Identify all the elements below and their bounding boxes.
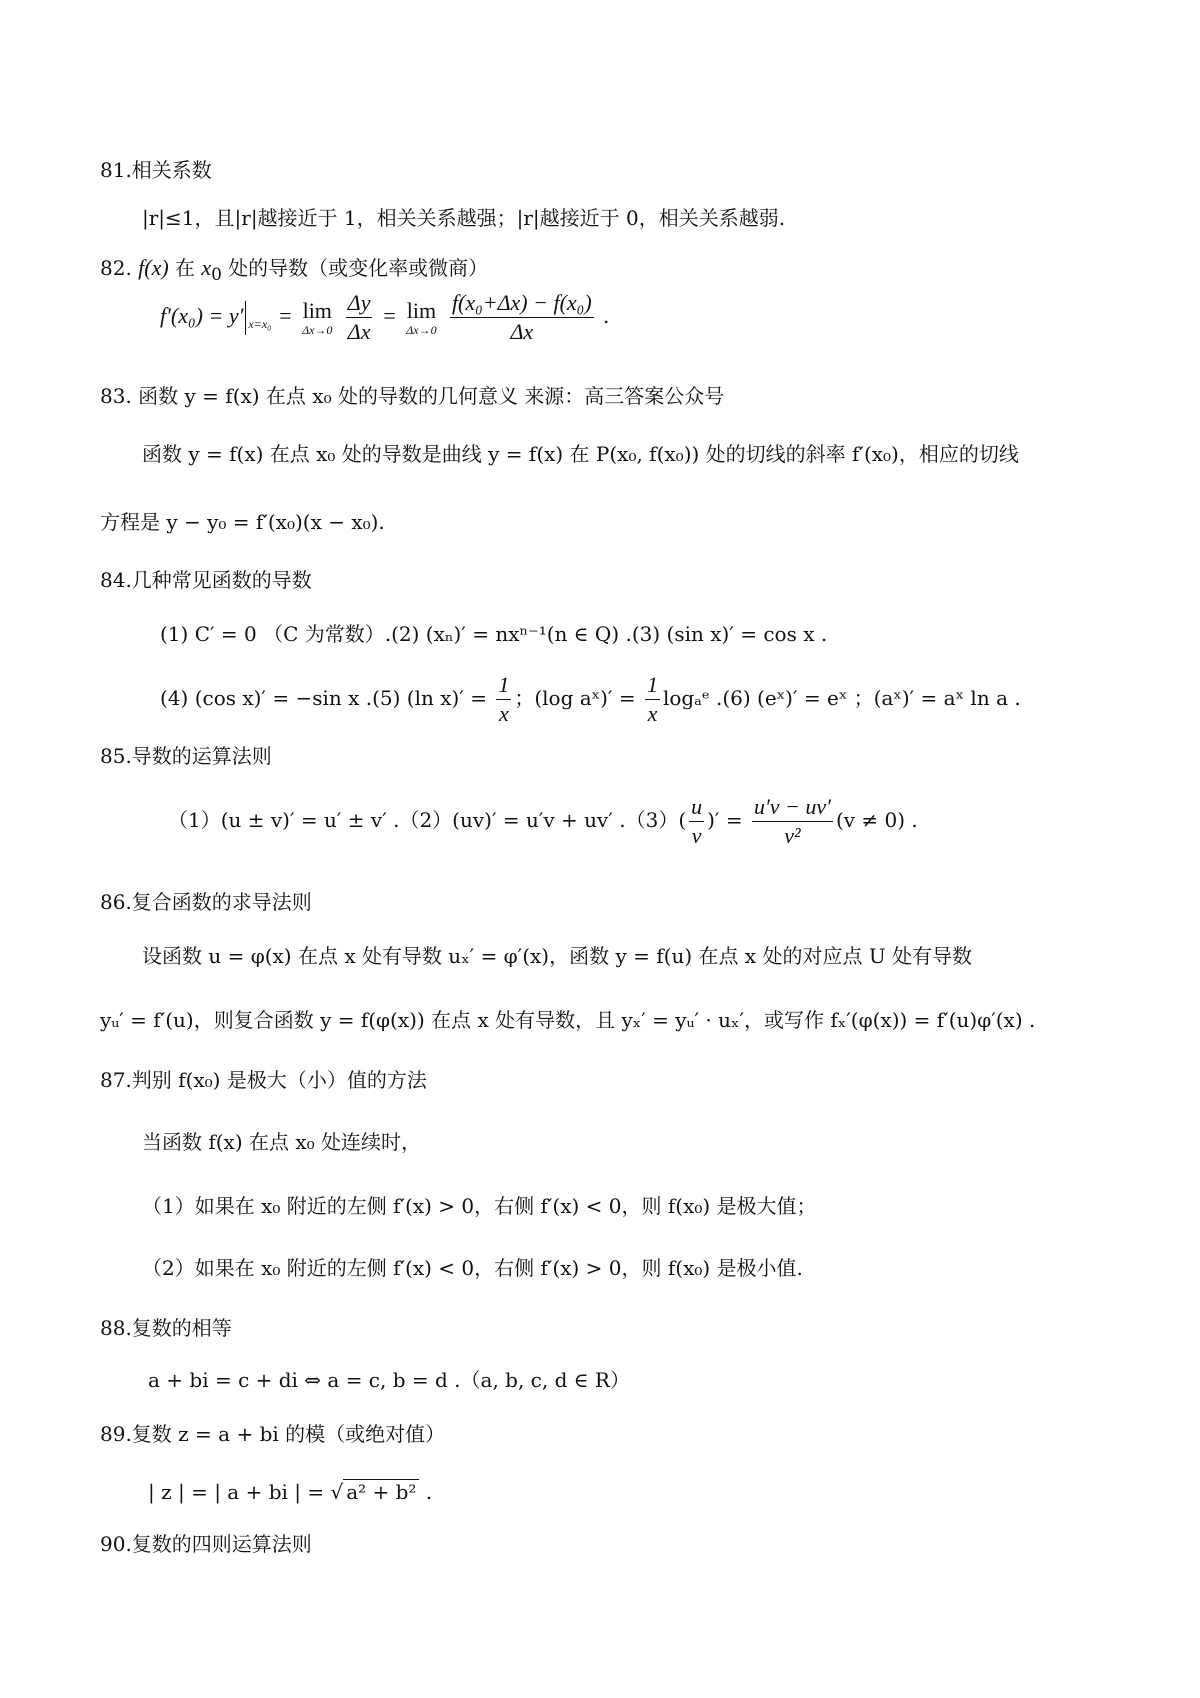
formula-85: （1）(u ± v)′ = u′ ± v′ .（2）(uv)′ = u′v + uv′ .（3）( $\frac{u}{v}$ )′ = $\frac{u'v - uv'}{\text{v²}}$ (v ≠ 0) . (168, 794, 918, 848)
limit-2: lim Δx→0 (406, 297, 437, 337)
formula-84-line1: (1) C′ = 0 （C 为常数）.(2) (xₙ)′ = nxⁿ⁻¹(n ∈ Q) .(3) (sin x)′ = cos x . (160, 622, 828, 646)
body-86-line2: yᵤ′ = f′(u)，则复合函数 y = f(φ(x)) 在点 x 处有导数，且 yₓ′ = yᵤ′ · uₓ′，或写作 fₓ′(φ(x)) = f′(u)φ′(x) . (100, 1008, 1036, 1032)
body-87-line2: （1）如果在 x₀ 附近的左侧 f′(x) > 0，右侧 f′(x) < 0，则 f(x₀) 是极大值； (142, 1194, 817, 1218)
eval-bar (245, 301, 246, 335)
body-87-line3: （2）如果在 x₀ 附近的左侧 f′(x) < 0，右侧 f′(x) > 0，则 f(x₀) 是极小值. (142, 1256, 803, 1280)
body-86-line1: 设函数 u = φ(x) 在点 x 处有导数 uₓ′ = φ′(x)，函数 y = f(u) 在点 x 处的对应点 U 处有导数 (142, 944, 973, 968)
heading-84: 84.几种常见函数的导数 (100, 568, 312, 592)
body-87-line1: 当函数 f(x) 在点 x₀ 处连续时， (142, 1130, 422, 1154)
heading-83: 83. 函数 y = f(x) 在点 x₀ 处的导数的几何意义 来源：高三答案公众号 (100, 384, 725, 408)
body-88: a + bi = c + di ⇔ a = c, b = d .（a, b, c, d ∈ R） (148, 1368, 630, 1392)
limit-1: lim Δx→0 (302, 297, 333, 337)
fraction-u-over-v: $\frac{u}{v}$ (691, 794, 703, 848)
heading-89: 89.复数 z = a + bi 的模（或绝对值） (100, 1422, 446, 1446)
fraction-dy-dx: $\frac{\Delta y}{\Delta x}$ (347, 290, 371, 344)
heading-88: 88.复数的相等 (100, 1316, 232, 1340)
body-83-line1: 函数 y = f(x) 在点 x₀ 处的导数是曲线 y = f(x) 在 P(x₀, f(x₀)) 处的切线的斜率 f′(x₀)，相应的切线 (142, 442, 1019, 466)
fraction-one-over-x: $\frac{1}{x}$ (498, 672, 510, 726)
heading-82: 82. f(x) 在 $x_0$ 处的导数（或变化率或微商） (100, 255, 489, 284)
body-81: |r|≤1，且|r|越接近于 1，相关关系越强；|r|越接近于 0，相关关系越弱. (142, 206, 786, 230)
formula-82: f′(x₀) = y′ $_{x=x_0}$ = lim Δx→0 $\frac{\Delta y}{\Delta x}$ = lim Δx→0 $\frac{\text{f(x₀+Δx) − f(x₀)}}{\Delta x}$ . (160, 290, 610, 344)
fraction-difference-quotient: $\frac{\text{f(x₀+Δx) − f(x₀)}}{\Delta x}$ (451, 290, 592, 344)
heading-81: 81.相关系数 (100, 158, 212, 182)
heading-85: 85.导数的运算法则 (100, 744, 272, 768)
body-83-line2: 方程是 y − y₀ = f′(x₀)(x − x₀). (100, 510, 385, 534)
heading-87: 87.判别 f(x₀) 是极大（小）值的方法 (100, 1068, 427, 1092)
body-89: | z | = | a + bi | = √ a² + b² . (148, 1480, 433, 1504)
fraction-one-over-x-2: $\frac{1}{x}$ (646, 672, 658, 726)
heading-86: 86.复合函数的求导法则 (100, 890, 312, 914)
fraction-quotient-rule: $\frac{u'v - uv'}{\text{v²}}$ (753, 794, 831, 848)
sqrt-radicand: a² + b² (343, 1479, 419, 1504)
formula-84-line2: (4) (cos x)′ = −sin x .(5) (ln x)′ = $\frac{1}{x}$ ；(log aˣ)′ = $\frac{1}{x}$ logₐᵉ .(6) (eˣ)′ = eˣ ；(aˣ)′ = aˣ ln a . (160, 672, 1021, 726)
heading-90: 90.复数的四则运算法则 (100, 1532, 312, 1556)
